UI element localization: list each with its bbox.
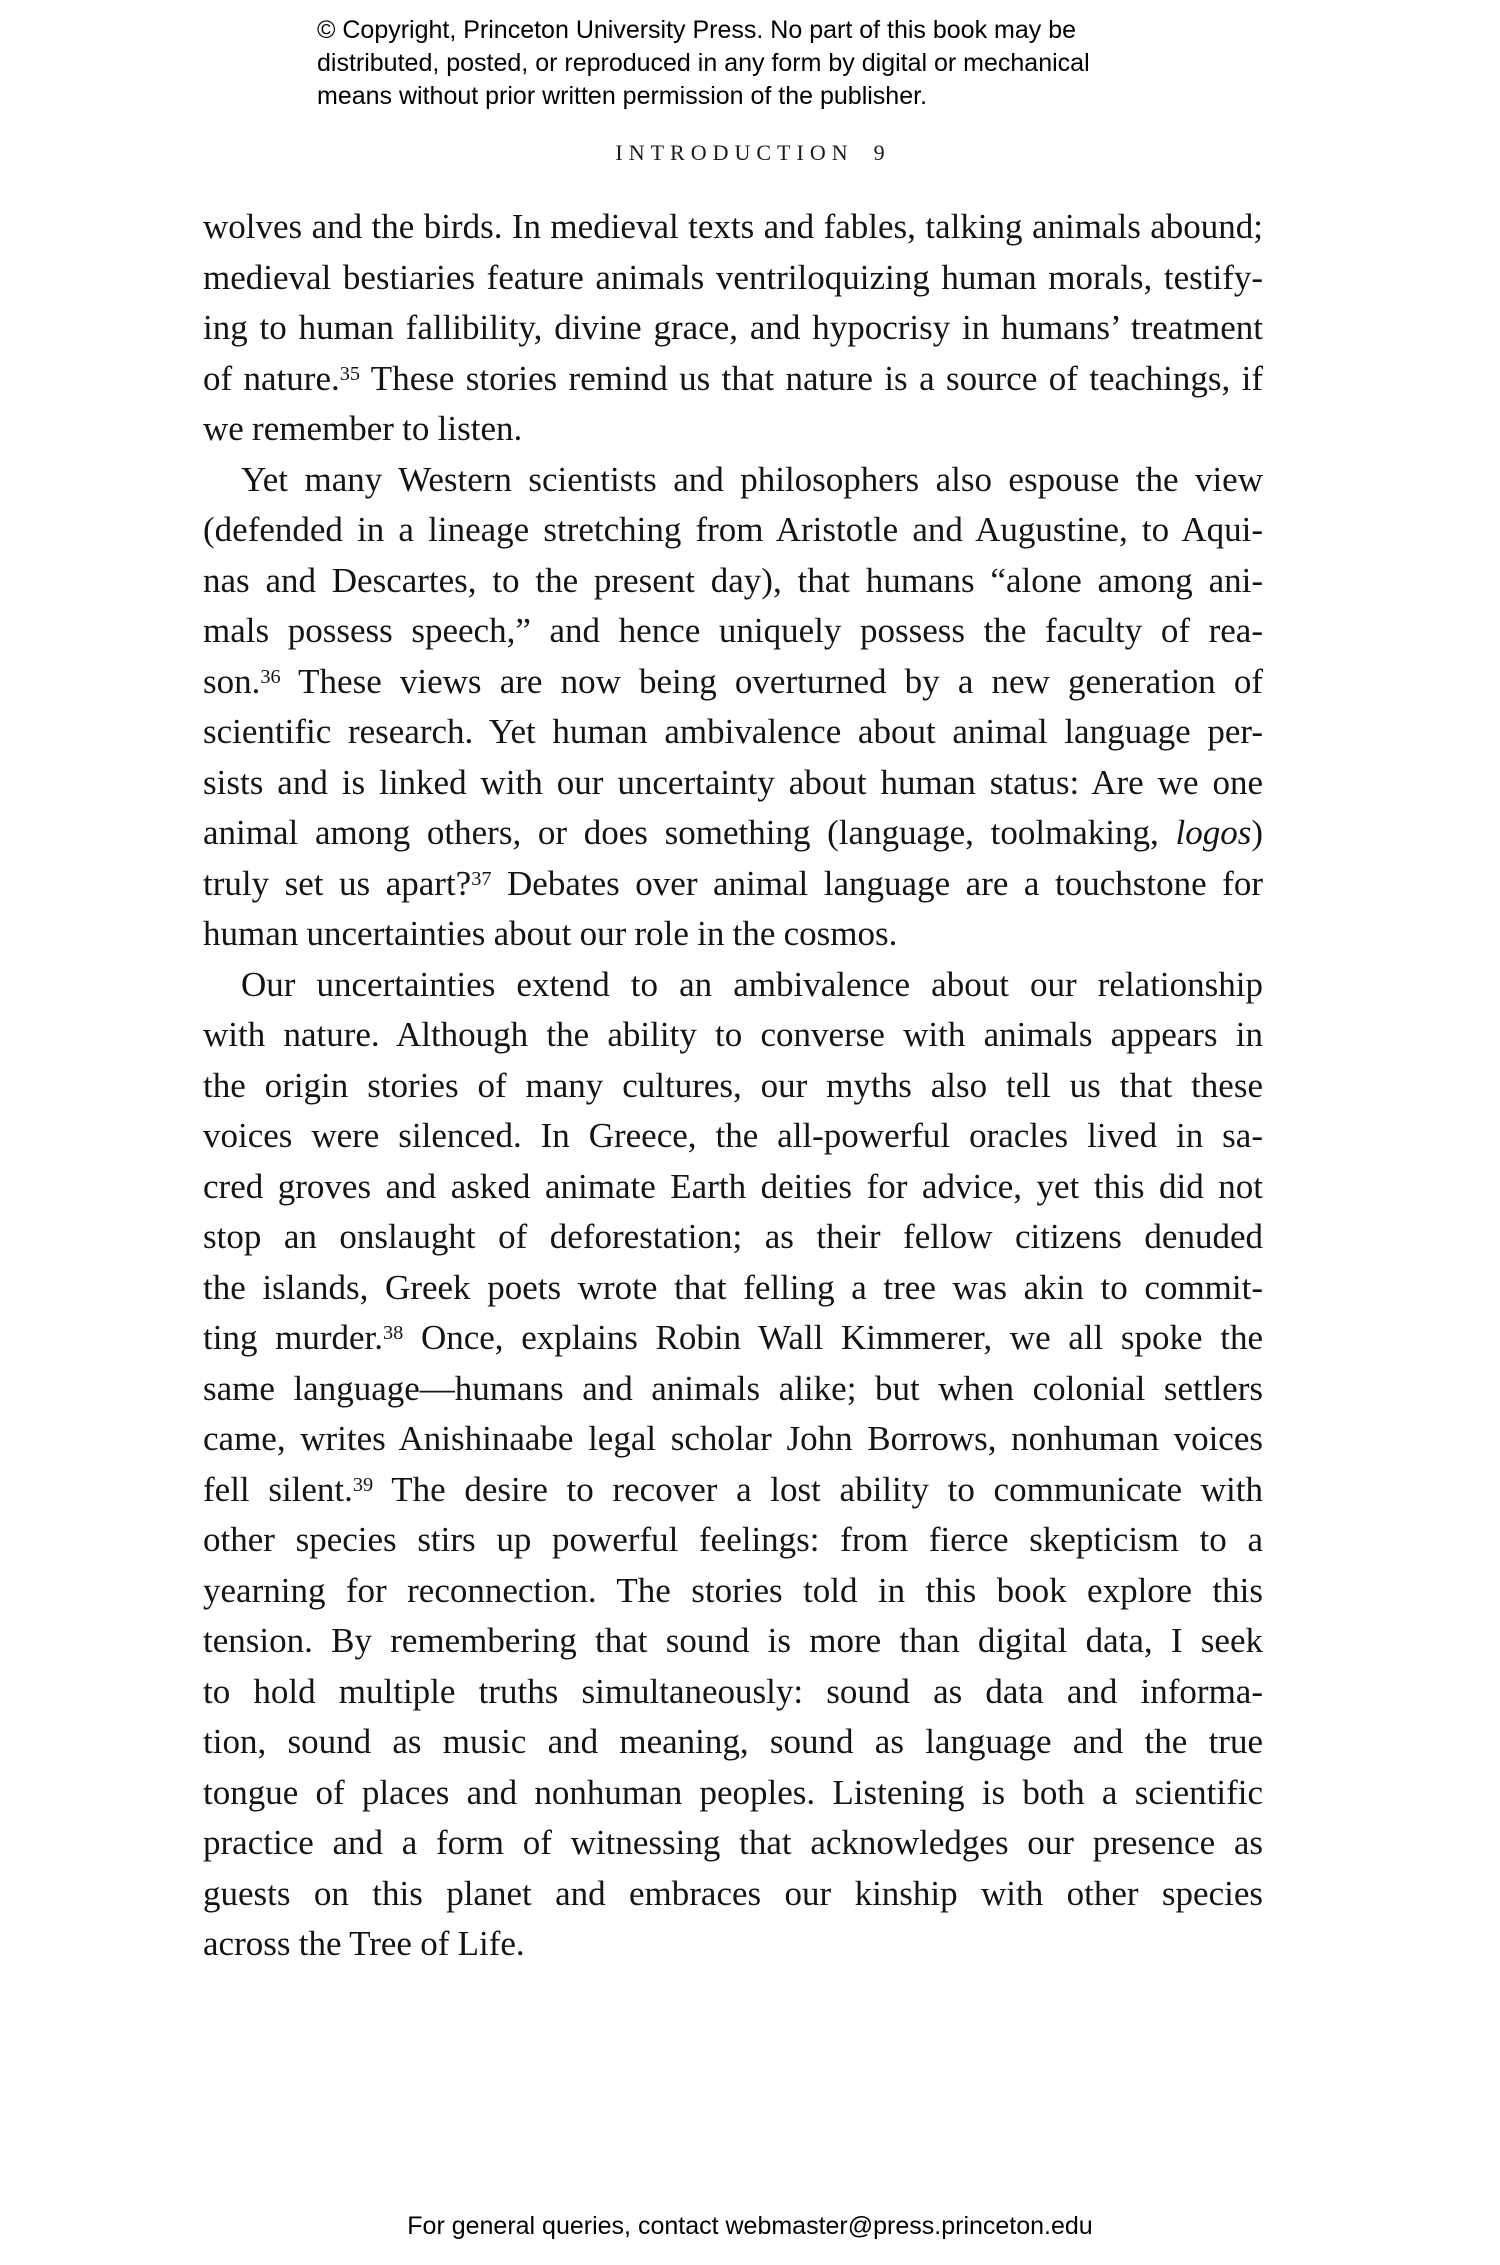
text-line: ting murder.$^{38}$ Once, explains Robin Wall Kimmerer, we all spoke the: [203, 1318, 1263, 1357]
paragraph: [203, 455, 1263, 960]
text-line: came, writes Anishinaabe legal scholar John Borrows, nonhuman voices: [203, 1419, 1263, 1458]
text-line: scientific research. Yet human ambivalence about animal language per-: [203, 712, 1263, 751]
text-line: with nature. Although the ability to converse with animals appears in: [203, 1015, 1263, 1054]
copyright-notice: [317, 14, 1090, 113]
text-line: cred groves and asked animate Earth deities for advice, yet this did not: [203, 1166, 1263, 1206]
text-line: ing to human fallibility, divine grace, and hypocrisy in humans’ treatment: [203, 308, 1263, 347]
text-line: wolves and the birds. In medieval texts and fables, talking animals abound;: [203, 207, 1263, 246]
text-line: truly set us apart?$^{37}$ Debates over animal language are a touchstone for: [203, 863, 1263, 903]
text-line: animal among others, or does something (language, toolmaking, logos): [203, 813, 1263, 852]
text-line: tension. By remembering that sound is more than digital data, I seek: [203, 1621, 1263, 1660]
running-head: [0, 140, 1500, 166]
text-line: son.$^{36}$ These views are now being overturned by a new generation of: [203, 661, 1263, 701]
text-line: we remember to listen.: [203, 409, 523, 448]
text-line: Our uncertainties extend to an ambivalence about our relationship: [241, 964, 1263, 1004]
paragraph: [203, 960, 1263, 1970]
copyright-line: distributed, posted, or reproduced in any form by digital or mechanical: [317, 49, 1090, 77]
paragraph: [203, 202, 1263, 455]
text-line: mals possess speech,” and hence uniquely possess the faculty of rea-: [203, 611, 1263, 650]
text-line: across the Tree of Life.: [203, 1924, 525, 1963]
text-line: the origin stories of many cultures, our myths also tell us that these: [203, 1065, 1263, 1105]
text-line: tongue of places and nonhuman peoples. Listening is both a scientific: [203, 1772, 1263, 1812]
text-line: same language—humans and animals alike; but when colonial settlers: [203, 1368, 1263, 1408]
text-line: of nature.$^{35}$ These stories remind us that nature is a source of teachings, if: [203, 358, 1263, 398]
text-line: stop an onslaught of deforestation; as their fellow citizens denuded: [203, 1217, 1263, 1256]
text-line: to hold multiple truths simultaneously: sound as data and informa-: [203, 1671, 1263, 1711]
chapter-title: INTRODUCTION: [615, 140, 854, 165]
text-line: fell silent.$^{39}$ The desire to recover a lost ability to communicate with: [203, 1469, 1263, 1509]
text-line: yearning for reconnection. The stories told in this book explore this: [203, 1570, 1263, 1610]
text-line: human uncertainties about our role in the cosmos.: [203, 914, 898, 953]
text-line: other species stirs up powerful feelings: from fierce skepticism to a: [203, 1520, 1263, 1559]
copyright-line: means without prior written permission of the publisher.: [317, 82, 928, 110]
text-line: tion, sound as music and meaning, sound as language and the true: [203, 1722, 1263, 1761]
copyright-line: © Copyright, Princeton University Press. No part of this book may be: [317, 16, 1077, 44]
text-line: guests on this planet and embraces our kinship with other species: [203, 1873, 1263, 1913]
text-line: practice and a form of witnessing that acknowledges our presence as: [203, 1823, 1263, 1862]
text-line: medieval bestiaries feature animals ventriloquizing human morals, testify-: [203, 257, 1263, 297]
text-line: (defended in a lineage stretching from Aristotle and Augustine, to Aqui-: [203, 510, 1263, 549]
text-line: voices were silenced. In Greece, the all-powerful oracles lived in sa-: [203, 1116, 1263, 1155]
text-line: the islands, Greek poets wrote that felling a tree was akin to commit-: [203, 1267, 1263, 1307]
text-line: nas and Descartes, to the present day), that humans “alone among ani-: [203, 560, 1263, 600]
text-line: sists and is linked with our uncertainty about human status: Are we one: [203, 762, 1263, 802]
body-text: [203, 202, 1263, 1970]
page-number: 9: [873, 140, 885, 165]
footer-contact: For general queries, contact webmaster@press.princeton.edu: [407, 2212, 1093, 2240]
text-line: Yet many Western scientists and philosophers also espouse the view: [241, 459, 1263, 499]
